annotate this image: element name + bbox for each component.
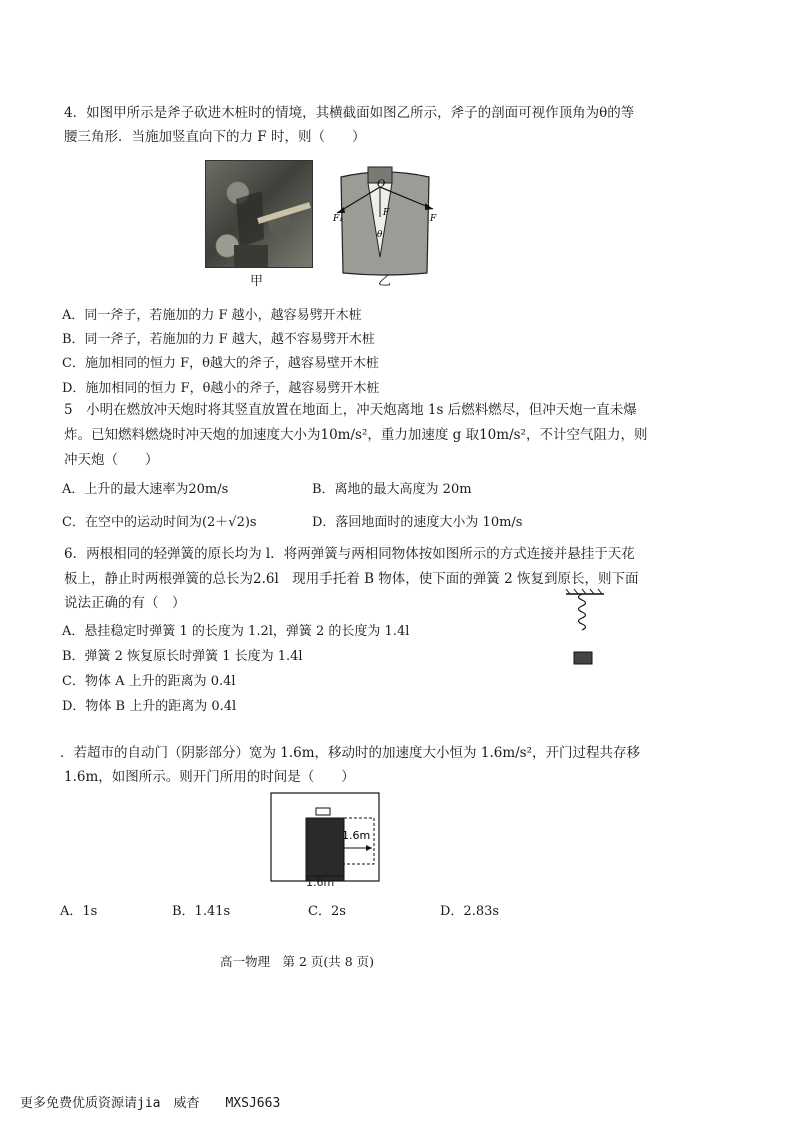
label-right-1-6m: 1.6m bbox=[342, 829, 371, 842]
q7-option-a: A．1s bbox=[60, 904, 98, 919]
q6-stem-line3: 说法正确的有（ ） bbox=[64, 595, 186, 611]
block bbox=[574, 652, 592, 664]
label-theta: θ bbox=[377, 230, 383, 240]
q5-option-c: C．在空中的运动时间为(2＋√2)s bbox=[62, 515, 257, 530]
q4-stem-line2: 腰三角形．当施加竖直向下的力 F 时，则（ ） bbox=[64, 129, 366, 145]
q7-option-d: D．2.83s bbox=[440, 904, 500, 919]
q7-option-c: C．2s bbox=[308, 904, 346, 919]
q5-option-a: A．上升的最大速率为20m/s bbox=[62, 482, 229, 497]
q6-stem-line2: 板上，静止时两根弹簧的总长为2.6l 现用手托着 B 物体，使下面的弹簧 2 恢复到原长，则下面 bbox=[64, 571, 639, 587]
q7-option-b: B．1.41s bbox=[172, 904, 231, 919]
q7-stem-line2: 1.6m，如图所示。则开门所用的时间是（ ） bbox=[64, 769, 355, 785]
q6-option-c: C．物体 A 上升的距离为 0.4l bbox=[62, 674, 236, 689]
label-bottom-1-6m: 1.6m bbox=[306, 876, 335, 889]
q4-stem-line1: 4．如图甲所示是斧子砍进木桩时的情境，其横截面如图乙所示，斧子的剖面可视作顶角为θ的等 bbox=[64, 105, 635, 121]
q6-stem-line1: 6．两根相同的轻弹簧的原长均为 l．将两弹簧与两相同物体按如图所示的方式连接并悬挂于天花 bbox=[64, 546, 635, 562]
q5-stem-line1: 5 小明在燃放冲天炮时将其竖直放置在地面上，冲天炮离地 1s 后燃料燃尽，但冲天炮一直未爆 bbox=[64, 402, 637, 418]
label-o: O bbox=[377, 179, 386, 190]
q5-option-d: D．落回地面时的速度大小为 10m/s bbox=[312, 515, 523, 530]
q5-stem-line3: 冲天炮（ ） bbox=[64, 452, 159, 468]
q4-option-c: C．施加相同的恒力 F，θ越大的斧子，越容易壁开木桩 bbox=[62, 356, 379, 371]
axe-cross-section-diagram bbox=[335, 165, 435, 277]
label-f: F bbox=[383, 208, 390, 218]
door-sensor bbox=[316, 808, 330, 815]
q5-stem-line2: 炸。已知燃料燃烧时冲天炮的加速度大小为10m/s²，重力加速度 g 取10m/s²，不计空气阻力，则 bbox=[64, 427, 648, 443]
spring-1 bbox=[579, 594, 586, 630]
axe-photo bbox=[205, 160, 313, 268]
spring-diagram bbox=[560, 588, 608, 668]
page-footer: 高一物理 第 2 页(共 8 页) bbox=[220, 954, 375, 969]
label-f2: F bbox=[430, 214, 437, 224]
q6-option-b: B．弹簧 2 恢复原长时弹簧 1 长度为 1.4l bbox=[62, 649, 303, 664]
q5-option-b: B．离地的最大高度为 20m bbox=[312, 482, 472, 497]
q6-option-d: D．物体 B 上升的距离为 0.4l bbox=[62, 699, 237, 714]
label-f1: F₁ bbox=[333, 214, 343, 224]
q7-stem-line1: ．若超市的自动门（阴影部分）宽为 1.6m，移动时的加速度大小恒为 1.6m/s²，开门过程共存移 bbox=[60, 745, 641, 761]
fig-jia-caption: 甲 bbox=[250, 274, 264, 289]
bottom-watermark-text: 更多免费优质资源请jia 威杳 MXSJ663 bbox=[20, 1096, 281, 1111]
axe-photo-drawing bbox=[206, 161, 312, 267]
q4-option-b: B．同一斧子，若施加的力 F 越大，越不容易劈开木桩 bbox=[62, 332, 375, 347]
q4-option-a: A．同一斧子，若施加的力 F 越小，越容易劈开木桩 bbox=[62, 308, 362, 323]
fig-yi-caption: 乙 bbox=[378, 274, 392, 289]
q6-option-a: A．悬挂稳定时弹簧 1 的长度为 1.2l，弹簧 2 的长度为 1.4l bbox=[62, 624, 410, 639]
door-panel-shaded bbox=[306, 818, 344, 881]
q4-option-d: D．施加相同的恒力 F，θ越小的斧子，越容易劈开木桩 bbox=[62, 381, 380, 396]
